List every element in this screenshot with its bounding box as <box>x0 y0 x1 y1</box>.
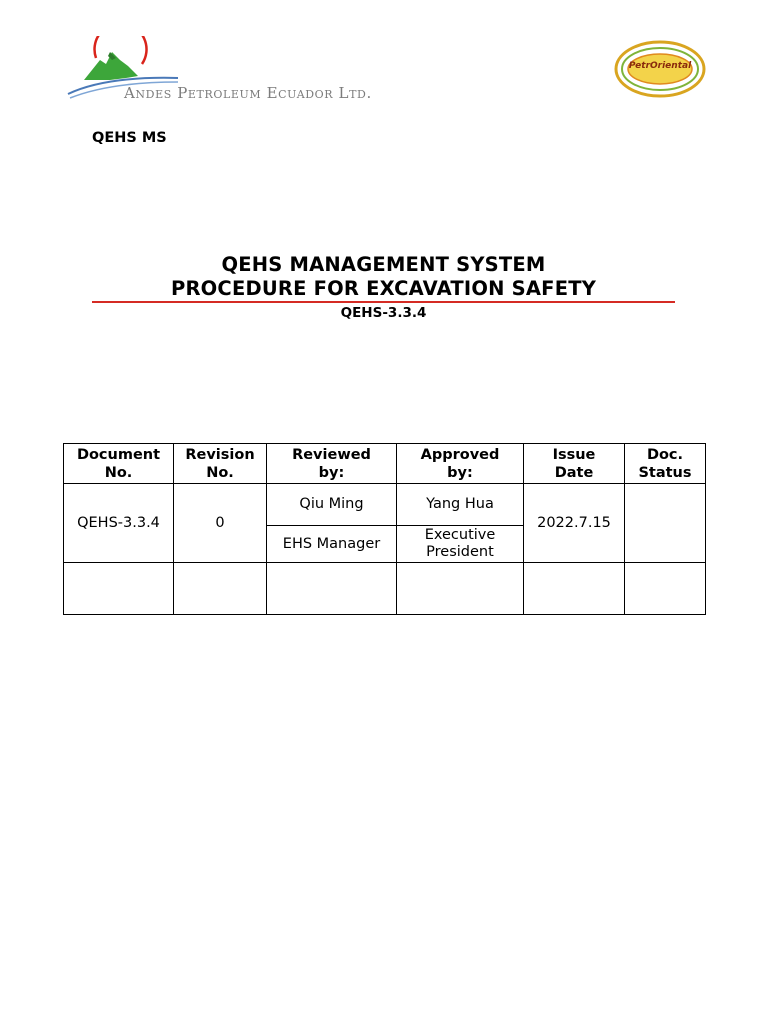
document-control-table <box>63 443 706 615</box>
cell-issue-date: 2022.7.15 <box>524 484 625 563</box>
table-row <box>64 484 706 526</box>
title-rule <box>92 301 675 303</box>
table-row-empty <box>64 563 706 615</box>
header-document-no: Document No. <box>64 444 174 484</box>
system-label: QEHS MS <box>92 130 167 146</box>
header-doc-status: Doc. Status <box>625 444 706 484</box>
cell-revision-no: 0 <box>174 484 267 563</box>
petroriental-brand-text: PetrOriental <box>628 61 692 71</box>
empty-cell <box>267 563 397 615</box>
petroriental-logo <box>612 37 708 101</box>
company-name: Andes Petroleum Ecuador Ltd. <box>124 84 372 102</box>
empty-cell <box>524 563 625 615</box>
cell-approver-name: Yang Hua <box>397 484 524 526</box>
header-revision-no: Revision No. <box>174 444 267 484</box>
cell-reviewer-title: EHS Manager <box>267 526 397 563</box>
empty-cell <box>397 563 524 615</box>
title-line-1: QEHS MANAGEMENT SYSTEM <box>221 253 546 276</box>
table-header-row <box>64 444 706 484</box>
header-approved-by: Approved by: <box>397 444 524 484</box>
empty-cell <box>625 563 706 615</box>
andes-petroleum-logo <box>66 36 386 108</box>
cell-approver-title: Executive President <box>397 526 524 563</box>
empty-cell <box>174 563 267 615</box>
title-line-2: PROCEDURE FOR EXCAVATION SAFETY <box>170 277 597 300</box>
cell-doc-status <box>625 484 706 563</box>
cell-reviewer-name: Qiu Ming <box>267 484 397 526</box>
header-issue-date: Issue Date <box>524 444 625 484</box>
document-code: QEHS-3.3.4 <box>340 305 427 321</box>
empty-cell <box>64 563 174 615</box>
header-reviewed-by: Reviewed by: <box>267 444 397 484</box>
title-block <box>92 253 675 321</box>
cell-document-no: QEHS-3.3.4 <box>64 484 174 563</box>
